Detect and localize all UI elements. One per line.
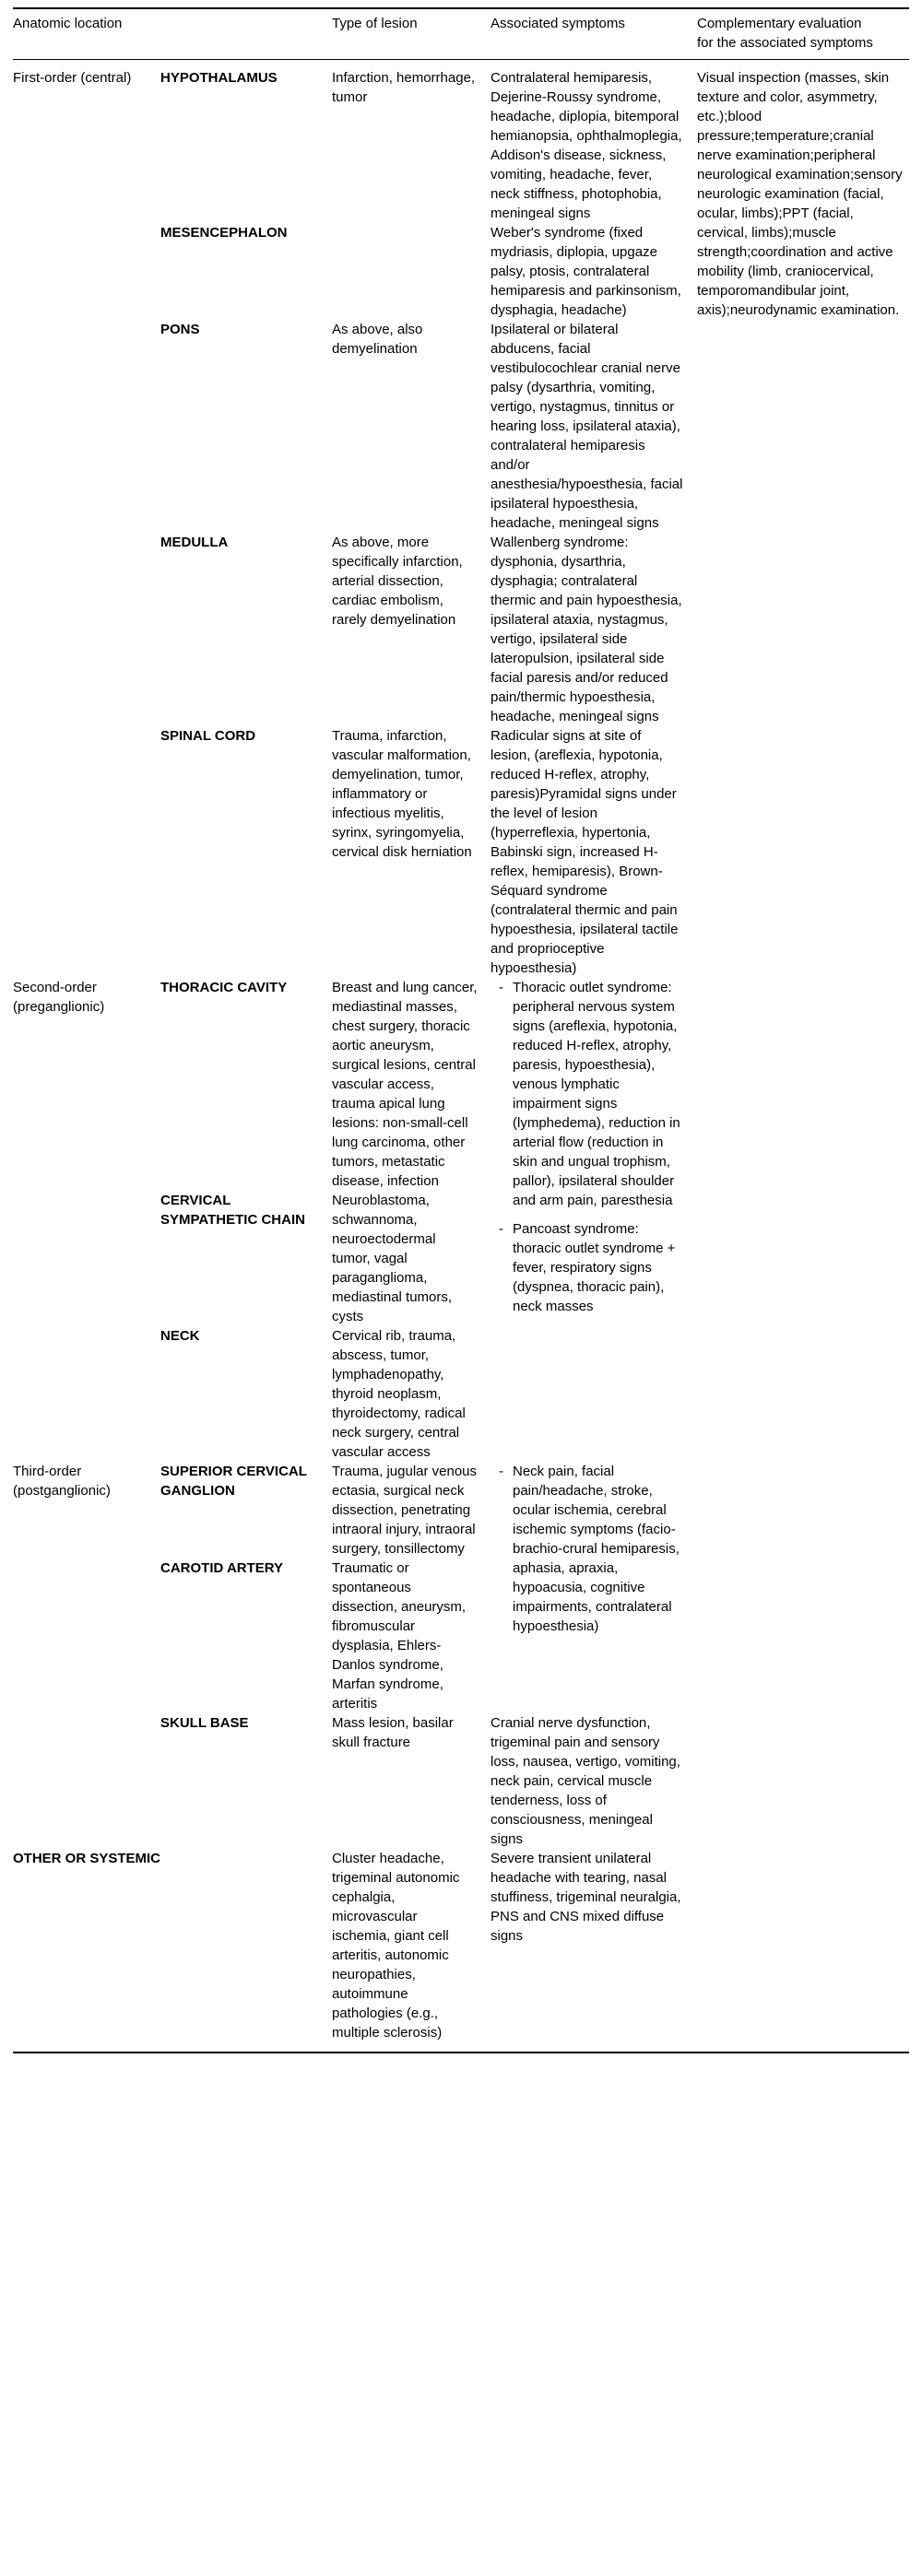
lesion-cell: Trauma, jugular venous ectasia, surgical neck dissection, penetrating intraoral injury, intraoral surgery, tonsillectomy [332,1464,478,1557]
symptoms-cell: Weber's syndrome (fixed mydriasis, diplopia, upgaze palsy, ptosis, contralateral hemiparesis and parkinsonism, dysphagia, headache) [491,225,681,318]
lesion-cell: Cluster headache, trigeminal autonomic cephalgia, microvascular ischemia, giant cell arteritis, autonomic neuropathies, autoimmune pathologies (e.g., multiple sclerosis) [332,1851,460,2041]
bullet-dash: - [499,1464,503,1479]
header-row [13,8,909,60]
symptom-bullet [491,978,684,1210]
symptom-bullet-text: Neck pain, facial pain/headache, stroke, ocular ischemia, cerebral ischemic symptoms (facio-brachio-crural hemiparesis, aphasia, apraxia, hypoacusia, cognitive impairments, contralateral hypoesthesia) [513,1464,680,1634]
lesion-cell: Traumatic or spontaneous dissection, aneurysm, fibromuscular dysplasia, Ehlers-Danlos syndrome, Marfan syndrome, arteritis [332,1560,467,1711]
lesion-table [13,7,909,2053]
symptom-bullet-text: Thoracic outlet syndrome: peripheral nervous system signs (areflexia, hypotonia, reduced H-reflex, atrophy, paresis, hypoesthesia), venous lymphatic impairment signs (lymphedema), reduction in arterial flow (reduction in skin and ungual trophism, pallor), ipsilateral shoulder and arm pain, paresthesia [513,980,680,1208]
evaluation-cell: Visual inspection (masses, skin texture and color, asymmetry, etc.);blood pressure;temperature;cranial nerve examination;peripheral neurological examination;sensory neurologic examination (facial, ocular, limbs);PPT (facial, cervical, limbs);muscle strength;coordination and active mobility (limb, craniocervical, temporomandibular joint, axis);neurodynamic examination. [697,70,903,318]
symptom-bullet-text: Pancoast syndrome: thoracic outlet syndrome + fever, respiratory signs (dyspnea, thoracic pain), neck masses [513,1221,676,1314]
symptoms-cell [491,978,697,1462]
group-cell-third-order: Third-order (postganglionic) [13,1464,111,1499]
structure-cell-cervical-sympathetic-chain: CERVICAL SYMPATHETIC CHAIN [160,1193,305,1228]
column-header-complementary-evaluation: Complementary evaluation for the associated symptoms [697,8,909,60]
column-header-anatomic-location: Anatomic location [13,8,332,60]
bullet-dash: - [499,1221,503,1237]
column-header-type-of-lesion: Type of lesion [332,8,491,60]
symptom-bullet [491,1219,684,1316]
structure-cell-medulla: MEDULLA [160,535,229,550]
lesion-cell: Trauma, infarction, vascular malformation, demyelination, tumor, inflammatory or infectious myelitis, syrinx, syringomyelia, cervical disk herniation [332,728,472,860]
structure-cell-carotid-artery: CAROTID ARTERY [160,1560,284,1576]
structure-cell-superior-cervical-ganglion: SUPERIOR CERVICAL GANGLION [160,1464,307,1499]
lesion-cell: As above, more specifically infarction, arterial dissection, cardiac embolism, rarely demyelination [332,535,463,628]
lesion-cell: Cervical rib, trauma, abscess, tumor, lymphadenopathy, thyroid neoplasm, thyroidectomy, radical neck surgery, central vascular access [332,1328,466,1460]
symptoms-cell: Severe transient unilateral headache with tearing, nasal stuffiness, trigeminal neuralgia, PNS and CNS mixed diffuse signs [491,1851,681,1944]
structure-cell-spinal-cord: SPINAL CORD [160,728,256,744]
lesion-cell: As above, also demyelination [332,322,423,357]
structure-cell-thoracic-cavity: THORACIC CAVITY [160,980,288,995]
symptoms-cell: Wallenberg syndrome: dysphonia, dysarthria, dysphagia; contralateral thermic and pain hypoesthesia, ipsilateral ataxia, nystagmus, vertigo, ipsilateral side lateropulsion, ipsilateral side facial paresis and/or reduced pain/thermic hypoesthesia, headache, meningeal signs [491,535,682,724]
symptoms-cell: Cranial nerve dysfunction, trigeminal pain and sensory loss, nausea, vertigo, vomiting, neck pain, cervical muscle tenderness, loss of consciousness, meningeal signs [491,1715,680,1847]
group-cell-first-order: First-order (central) [13,70,132,86]
structure-cell-other-or-systemic: OTHER OR SYSTEMIC [13,1851,161,1866]
structure-cell-skull-base: SKULL BASE [160,1715,249,1731]
lesion-cell: Breast and lung cancer, mediastinal masses, chest surgery, thoracic aortic aneurysm, surgical lesions, central vascular access, trauma apical lung lesions: non-small-cell lung carcinoma, other tumors, metastatic disease, infection [332,980,478,1189]
lesion-cell [332,223,491,320]
lesion-cell: Mass lesion, basilar skull fracture [332,1715,454,1750]
symptoms-cell: Contralateral hemiparesis, Dejerine-Roussy syndrome, headache, diplopia, bitemporal hemianopsia, ophthalmoplegia, Addison's disease, sickness, vomiting, headache, fever, neck stiffness, photophobia, meningeal signs [491,70,682,221]
symptom-bullet [491,1462,684,1636]
column-header-associated-symptoms: Associated symptoms [491,8,697,60]
symptoms-cell [491,1462,697,1713]
bullet-dash: - [499,980,503,995]
lesion-cell: Infarction, hemorrhage, tumor [332,70,476,105]
structure-cell-neck: NECK [160,1328,200,1344]
lesion-cell: Neuroblastoma, schwannoma, neuroectodermal tumor, vagal paraganglioma, mediastinal tumors, cysts [332,1193,453,1324]
table-row [13,60,909,224]
symptoms-cell: Ipsilateral or bilateral abducens, facial vestibulocochlear cranial nerve palsy (dysarthria, vomiting, vertigo, nystagmus, tinnitus or hearing loss, ipsilateral ataxia), contralateral hemiparesis and/or anesthesia/hypoesthesia, facial ipsilateral hypoesthesia, headache, meningeal signs [491,322,683,531]
structure-cell-pons: PONS [160,322,200,337]
group-cell-second-order: Second-order (preganglionic) [13,980,105,1015]
structure-cell-mesencephalon: MESENCEPHALON [160,225,288,241]
symptoms-cell: Radicular signs at site of lesion, (areflexia, hypotonia, reduced H-reflex, atrophy, paresis)Pyramidal signs under the level of lesion (hyperreflexia, hypertonia, Babinski sign, increased H-reflex, hemiparesis), Brown-Séquard syndrome (contralateral thermic and pain hypoesthesia, ipsilateral tactile and proprioceptive hypoesthesia) [491,728,679,976]
structure-cell-hypothalamus: HYPOTHALAMUS [160,70,278,86]
